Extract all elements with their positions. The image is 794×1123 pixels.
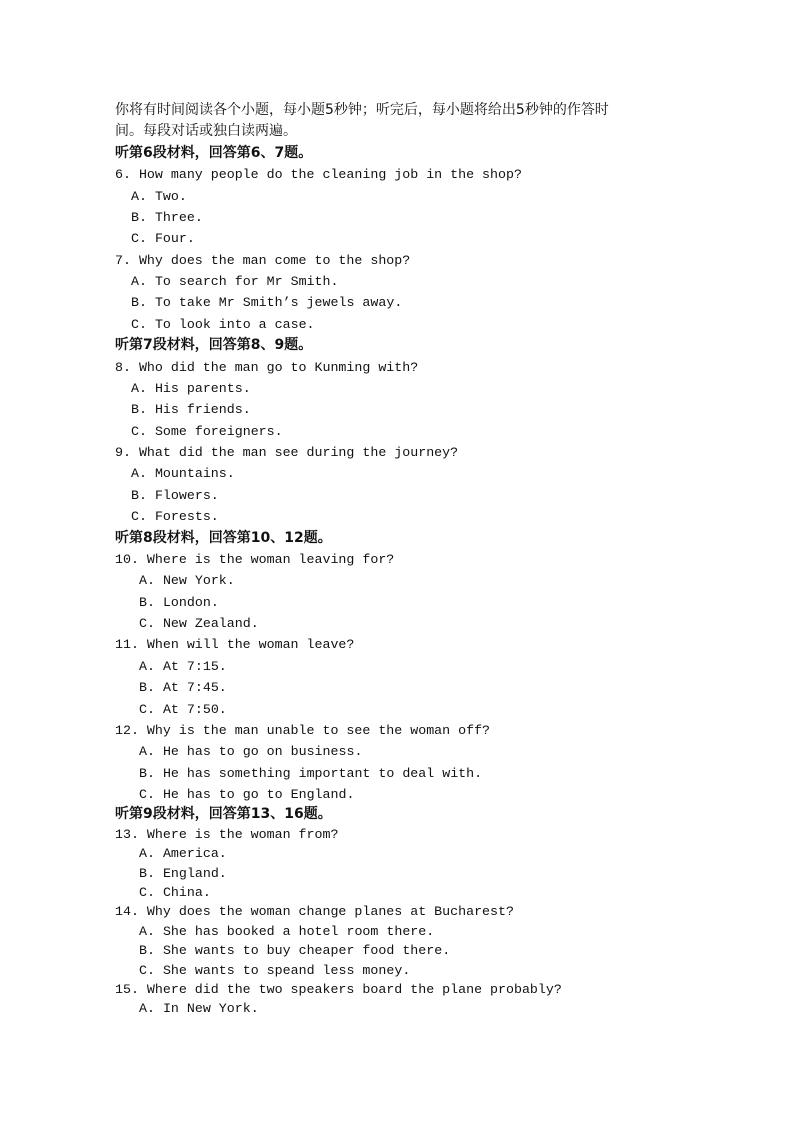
question-stem: 11. When will the woman leave? (115, 637, 355, 653)
option-a: A. America. (139, 846, 227, 862)
option-b: B. To take Mr Smith’s jewels away. (131, 295, 403, 311)
listening-section-7 (115, 335, 735, 527)
option-a: A. His parents. (131, 380, 251, 396)
question-14 (115, 902, 735, 980)
question-10 (115, 549, 735, 635)
option-b: B. She wants to buy cheaper food there. (139, 943, 451, 959)
option-c: C. To look into a case. (131, 316, 315, 332)
option-c: C. She wants to speand less money. (139, 962, 411, 978)
option-c: C. New Zealand. (139, 616, 259, 631)
option-b: B. He has something important to deal with. (139, 765, 483, 781)
option-a: A. He has to go on business. (139, 744, 363, 760)
question-8 (115, 357, 735, 443)
question-6 (115, 164, 735, 250)
question-stem: 9. What did the man see during the journey? (115, 445, 459, 460)
option-c: C. At 7:50. (139, 701, 227, 717)
listening-section-8 (115, 528, 735, 806)
question-stem: 13. Where is the woman from? (115, 826, 339, 842)
option-a: A. Mountains. (131, 466, 235, 482)
option-b: B. Flowers. (131, 487, 219, 503)
question-13 (115, 825, 735, 903)
listening-section-6 (115, 143, 735, 335)
option-a: A. In New York. (139, 1001, 259, 1017)
option-b: B. At 7:45. (139, 680, 227, 696)
instruction-line: 你将有时间阅读各个小题，每小题5秒钟；听完后，每小题将给出5秒钟的作答时 (115, 102, 609, 118)
question-stem: 8. Who did the man go to Kunming with? (115, 359, 419, 375)
option-c: C. Forests. (131, 509, 219, 525)
question-15 (115, 980, 735, 1019)
option-b: B. England. (139, 865, 227, 881)
option-c: C. Some foreigners. (131, 423, 283, 439)
question-stem: 7. Why does the man come to the shop? (115, 252, 411, 268)
section-heading: 听第9段材料，回答第13、16题。 (115, 806, 332, 823)
question-12 (115, 720, 735, 806)
section-heading: 听第7段材料，回答第8、9题。 (115, 337, 313, 354)
instructions (115, 100, 735, 143)
section-heading: 听第8段材料，回答第10、12题。 (115, 529, 332, 546)
option-a: A. Two. (131, 188, 187, 204)
question-stem: 15. Where did the two speakers board the plane probably? (115, 981, 562, 997)
instruction-line: 间。每段对话或独白读两遍。 (115, 123, 297, 140)
option-c: C. Four. (131, 231, 195, 247)
question-stem: 6. How many people do the cleaning job in the shop? (115, 167, 522, 183)
section-heading: 听第6段材料，回答第6、7题。 (115, 144, 313, 161)
option-a: A. New York. (139, 573, 235, 589)
question-11 (115, 634, 735, 720)
listening-section-9 (115, 805, 735, 1018)
option-a: A. At 7:15. (139, 658, 227, 674)
question-stem: 12. Why is the man unable to see the woman off? (115, 722, 491, 738)
option-c: C. China. (139, 884, 211, 900)
option-a: A. She has booked a hotel room there. (139, 923, 435, 939)
question-9 (115, 442, 735, 528)
option-a: A. To search for Mr Smith. (131, 274, 339, 289)
exam-page (115, 100, 735, 1019)
option-c: C. He has to go to England. (139, 787, 355, 802)
question-stem: 14. Why does the woman change planes at Bucharest? (115, 904, 514, 920)
option-b: B. Three. (131, 209, 203, 225)
option-b: B. His friends. (131, 402, 251, 418)
option-b: B. London. (139, 594, 219, 610)
question-7 (115, 250, 735, 336)
question-stem: 10. Where is the woman leaving for? (115, 551, 395, 567)
